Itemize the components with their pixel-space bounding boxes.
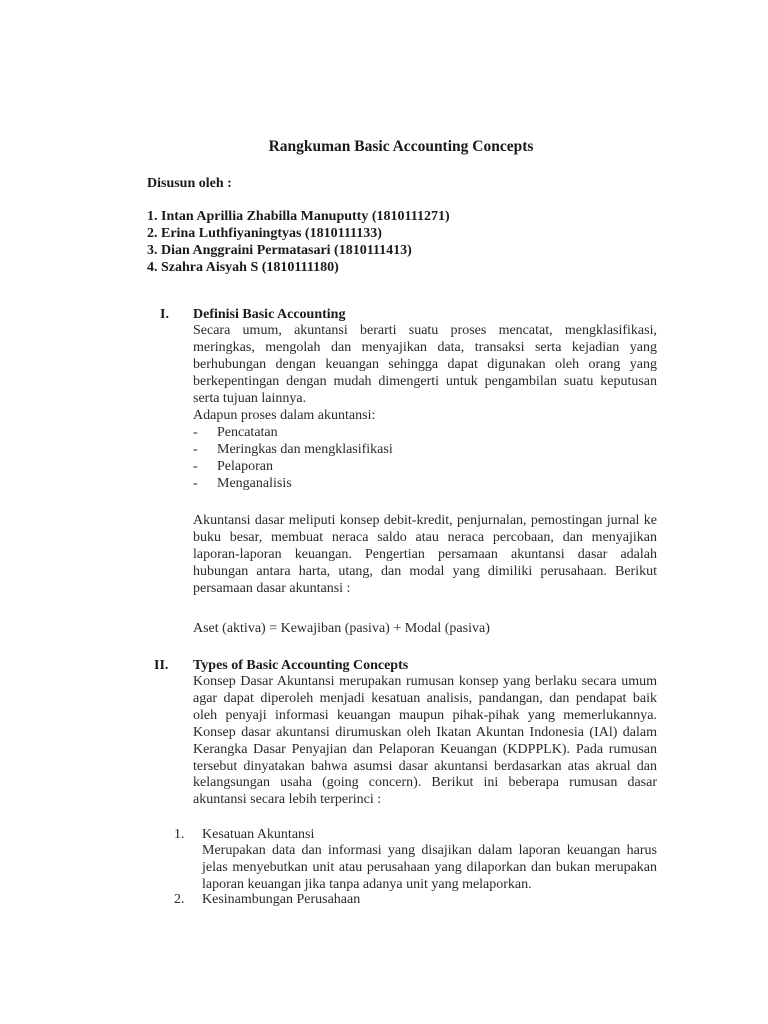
section-title: Definisi Basic Accounting [193,307,346,322]
document-title: Rangkuman Basic Accounting Concepts [268,138,534,155]
author-item: 4. Szahra Aisyah S (1810111180) [147,260,339,275]
process-intro: Adapun proses dalam akuntansi: [193,408,376,423]
subitem-title: Kesatuan Akuntansi [202,827,315,842]
subitem-paragraph: Merupakan data dan informasi yang disajikan dalam laporan keuangan harus jelas menyebutkan unit atau perusahaan yang dilaporkan dan bukan merupakan laporan keuangan jika tanpa adanya unit yang melaporkan. [202,843,657,892]
list-item: - Menganalisis [193,476,292,491]
section-paragraph: Akuntansi dasar meliputi konsep debit-kredit, penjurnalan, pemostingan jurnal ke buku besar, membuat neraca saldo atau neraca percobaan, dan menyajikan laporan-laporan keuangan. Pengertian persamaan akuntansi dasar adalah hubungan antara harta, utang, dan modal yang dimiliki perusahaan. Berikut persamaan dasar akuntansi : [193,513,657,596]
section-paragraph: Secara umum, akuntansi berarti suatu proses mencatat, mengklasifikasi, meringkas, mengolah dan menyajikan data, transaksi serta kejadian yang berhubungan dengan keuangan sehingga dapat digunakan oleh orang yang berkepentingan dengan mudah dimengerti untuk pengambilan suatu keputusan serta tujuan lainnya. [193,323,657,406]
author-item: 3. Dian Anggraini Permatasari (1810111413) [147,243,412,258]
prepared-by-label: Disusun oleh : [147,176,232,191]
section-number: I. [160,307,169,322]
subitem-number: 2. [174,892,185,907]
accounting-equation: Aset (aktiva) = Kewajiban (pasiva) + Modal (pasiva) [193,621,490,636]
list-item: - Meringkas dan mengklasifikasi [193,442,393,457]
process-list [193,424,393,492]
section-title: Types of Basic Accounting Concepts [193,658,409,673]
subitem-title: Kesinambungan Perusahaan [202,892,361,907]
section-paragraph: Konsep Dasar Akuntansi merupakan rumusan konsep yang berlaku secara umum agar dapat diperoleh menjadi kesatuan analisis, pandangan, dan pendapat baik oleh penyaji informasi keuangan maupun pihak-pihak yang memerlukannya. Konsep dasar akuntansi dirumuskan oleh Ikatan Akuntan Indonesia (IAl) dalam Kerangka Dasar Penyajian dan Pelaporan Keuangan (KDPPLK). Pada rumusan tersebut dinyatakan bahwa asumsi dasar akuntansi berdasarkan atas akrual dan kelangsungan usaha (going concern). Berikut ini beberapa rumusan dasar akuntansi secara lebih terperinci : [193,674,657,808]
list-item: - Pelaporan [193,459,273,474]
list-item: - Pencatatan [193,425,278,440]
section-number: II. [154,658,169,673]
author-item: 1. Intan Aprillia Zhabilla Manuputty (1810111271) [147,209,450,224]
author-item: 2. Erina Luthfiyaningtyas (1810111133) [147,226,382,241]
subitem-number: 1. [174,827,185,842]
